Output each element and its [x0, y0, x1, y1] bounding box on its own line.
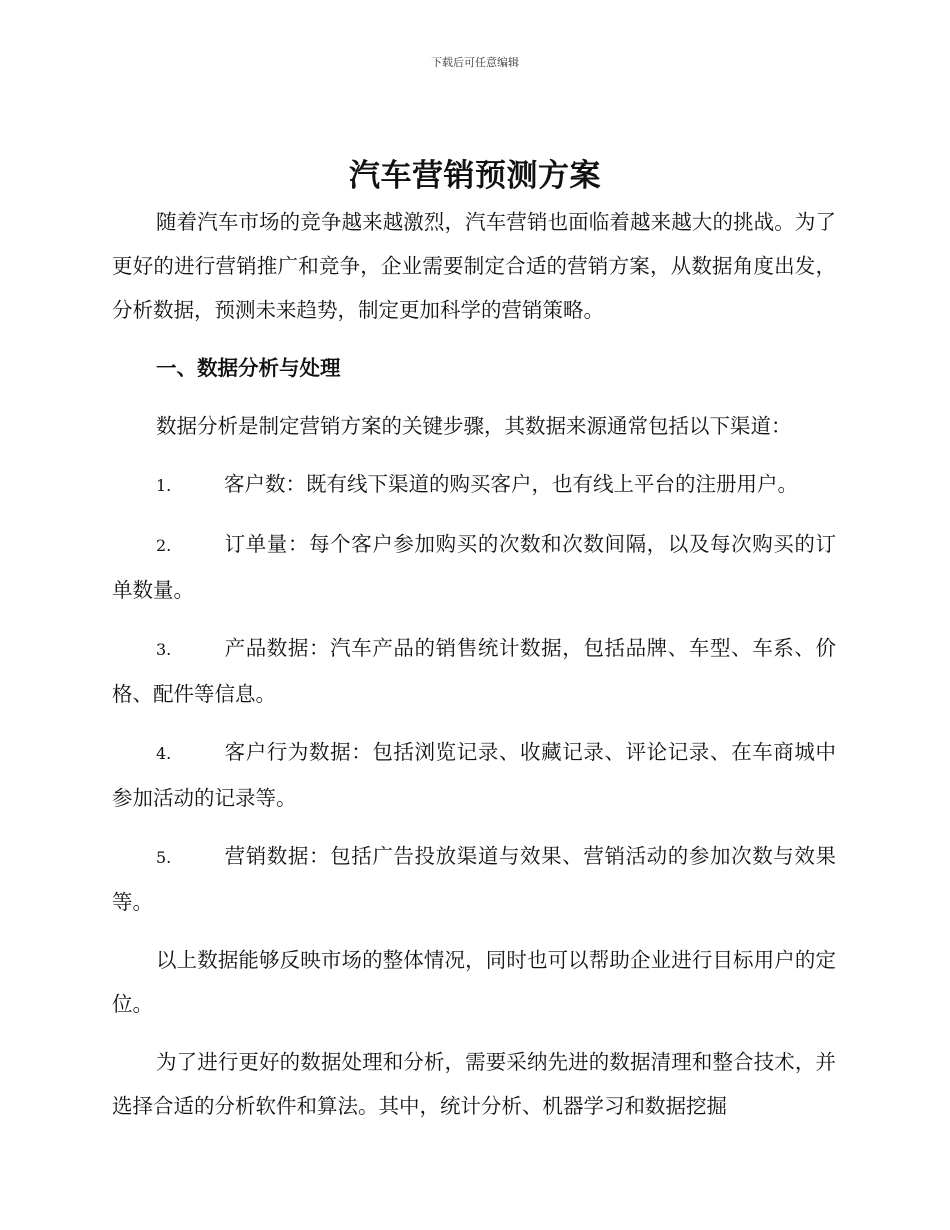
list-number: 5. [156, 848, 172, 867]
document-body [112, 200, 836, 1128]
list-item [112, 462, 836, 508]
list-text: 客户数：既有线下渠道的购买客户，也有线上平台的注册用户。 [224, 472, 798, 496]
list-number: 3. [156, 640, 172, 659]
list-number: 1. [156, 476, 172, 495]
list-text: 产品数据：汽车产品的销售统计数据，包括品牌、车型、车系、价格、配件等信息。 [112, 636, 836, 706]
technology-paragraph: 为了进行更好的数据处理和分析，需要采纳先进的数据清理和整合技术，并选择合适的分析软件和算法。其中，统计分析、机器学习和数据挖掘 [112, 1050, 836, 1118]
section-lead-paragraph: 数据分析是制定营销方案的关键步骤，其数据来源通常包括以下渠道： [156, 414, 792, 438]
summary-paragraph: 以上数据能够反映市场的整体情况，同时也可以帮助企业进行目标用户的定位。 [112, 948, 836, 1016]
list-number: 4. [156, 744, 172, 763]
list-number: 2. [156, 536, 172, 555]
document-title: 汽车营销预测方案 [349, 158, 601, 194]
section-heading: 一、数据分析与处理 [156, 356, 341, 380]
list-text: 营销数据：包括广告投放渠道与效果、营销活动的参加次数与效果等。 [112, 844, 836, 914]
list-item [112, 626, 836, 716]
intro-paragraph: 随着汽车市场的竞争越来越激烈，汽车营销也面临着越来越大的挑战。为了更好的进行营销推广和竞争，企业需要制定合适的营销方案，从数据角度出发，分析数据，预测未来趋势，制定更加科学的营销策略。 [112, 210, 836, 322]
list-text: 订单量：每个客户参加购买的次数和次数间隔，以及每次购买的订单数量。 [112, 532, 836, 602]
header-note: 下载后可任意编辑 [431, 56, 519, 69]
list-text: 客户行为数据：包括浏览记录、收藏记录、评论记录、在车商城中参加活动的记录等。 [112, 740, 836, 810]
list-item [112, 730, 836, 820]
list-item [112, 522, 836, 612]
list-item [112, 834, 836, 924]
